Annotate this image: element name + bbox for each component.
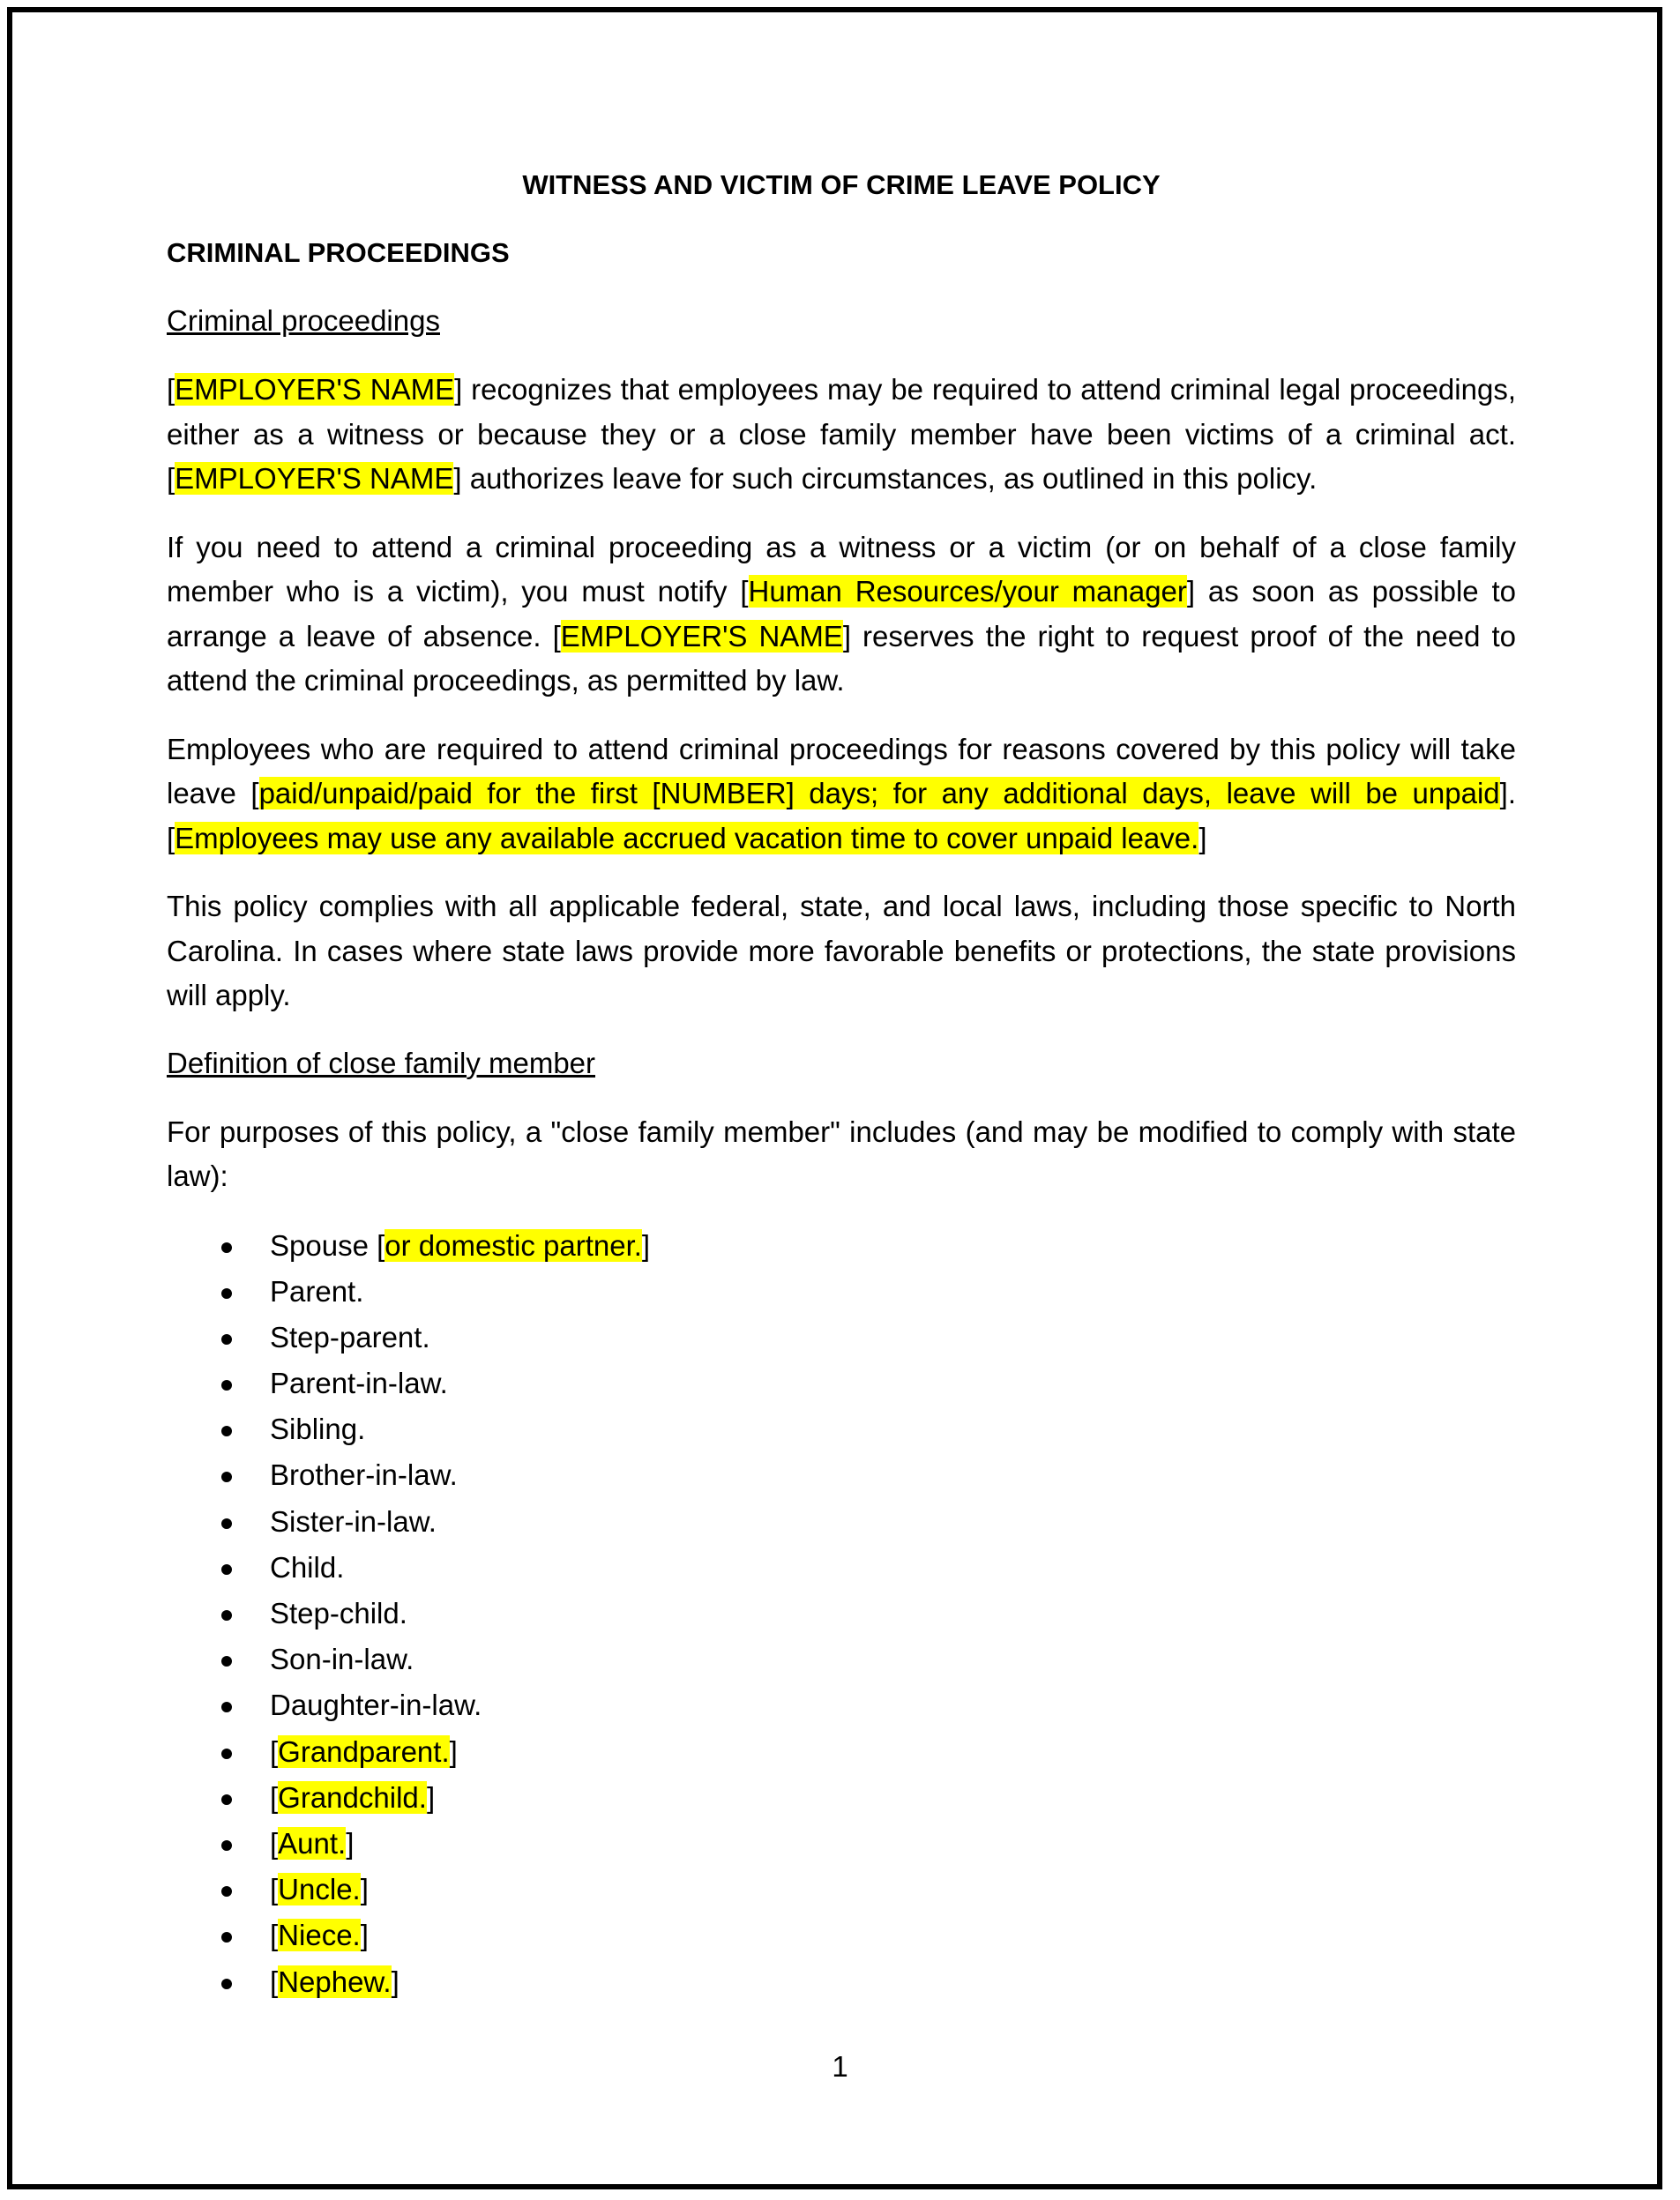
highlighted-placeholder: EMPLOYER'S NAME (175, 462, 454, 495)
text-run: Employees who are required to attend criminal proceedings for reasons covered by this policy will take leave [ (167, 732, 1516, 809)
bullet-icon (221, 1426, 232, 1436)
list-item: [Nephew.] (167, 1959, 1516, 2005)
text-run: ] reserves the right to request proof of the need to attend the criminal proceedings, as permitted by law. (167, 619, 1517, 697)
family-member-list (167, 1223, 1516, 2005)
list-item: Sister-in-law. (167, 1499, 1516, 1545)
paragraph-2 (167, 526, 1516, 704)
document-body (167, 164, 1516, 2005)
bullet-icon (221, 1242, 232, 1253)
text-run: ] recognizes that employees may be required to attend criminal legal proceedings, either as a witness or because they or a close family member have been victims of a criminal act. [ (167, 373, 1516, 495)
bullet-icon (221, 1288, 232, 1299)
list-item: [Grandchild.] (167, 1775, 1516, 1821)
paragraph-3 (167, 727, 1516, 861)
bullet-icon (221, 1932, 232, 1943)
document-title: WITNESS AND VICTIM OF CRIME LEAVE POLICY (522, 169, 1161, 200)
bullet-icon (221, 1749, 232, 1759)
list-item: Parent-in-law. (167, 1361, 1516, 1406)
list-item: Brother-in-law. (167, 1452, 1516, 1498)
highlighted-placeholder: EMPLOYER'S NAME (175, 373, 455, 406)
text-run: If you need to attend a criminal proceeding as a witness or a victim (or on behalf of a close family member who is a victim), you must notify [ (167, 530, 1516, 608)
bullet-icon (221, 1334, 232, 1345)
text-run: ]. [ (167, 777, 1516, 854)
list-item: Step-parent. (167, 1315, 1516, 1361)
highlighted-placeholder: EMPLOYER'S NAME (560, 619, 843, 653)
subheading-criminal-proceedings: Criminal proceedings (167, 304, 440, 337)
bullet-icon (221, 1564, 232, 1575)
page-number: 1 (832, 2050, 848, 2083)
bullet-icon (221, 1886, 232, 1897)
text-run: ] as soon as possible to arrange a leave of absence. [ (167, 575, 1517, 653)
highlighted-placeholder: Employees may use any available accrued vacation time to cover unpaid leave. (175, 821, 1199, 854)
bullet-icon (221, 1979, 232, 1989)
paragraph-4: This policy complies with all applicable federal, state, and local laws, including those specific to North Carolina. In cases where state laws provide more favorable benefits or protections, the state provisions will apply. (167, 890, 1516, 1011)
bullet-icon (221, 1656, 232, 1667)
bullet-icon (221, 1840, 232, 1851)
text-run: [ (167, 373, 175, 406)
list-item: [Uncle.] (167, 1867, 1516, 1913)
bullet-icon (221, 1518, 232, 1529)
text-run: ] authorizes leave for such circumstances, as outlined in this policy. (453, 462, 1318, 495)
text-run: ] (1198, 821, 1207, 854)
list-item: Step-child. (167, 1591, 1516, 1637)
list-item: Parent. (167, 1269, 1516, 1315)
bullet-icon (221, 1380, 232, 1391)
section-heading: CRIMINAL PROCEEDINGS (167, 237, 510, 268)
list-item: [Niece.] (167, 1913, 1516, 1958)
highlighted-placeholder: Human Resources/your manager (748, 575, 1187, 608)
highlighted-placeholder: paid/unpaid/paid for the first [NUMBER] days; for any additional days, leave will be unpaid (258, 777, 1500, 809)
bullet-icon (221, 1472, 232, 1482)
list-item: Sibling. (167, 1406, 1516, 1452)
list-item: Daughter-in-law. (167, 1682, 1516, 1728)
bullet-icon (221, 1702, 232, 1712)
bullet-icon (221, 1610, 232, 1621)
subheading-close-family-member: Definition of close family member (167, 1046, 596, 1079)
list-item: Child. (167, 1545, 1516, 1591)
list-item: [Grandparent.] (167, 1729, 1516, 1775)
list-item: Spouse [or domestic partner.] (167, 1223, 1516, 1269)
bullet-icon (221, 1794, 232, 1805)
paragraph-1 (167, 368, 1516, 502)
list-item: [Aunt.] (167, 1821, 1516, 1867)
paragraph-5: For purposes of this policy, a "close family member" includes (and may be modified to comply with state law): (167, 1115, 1516, 1192)
list-item: Son-in-law. (167, 1637, 1516, 1682)
